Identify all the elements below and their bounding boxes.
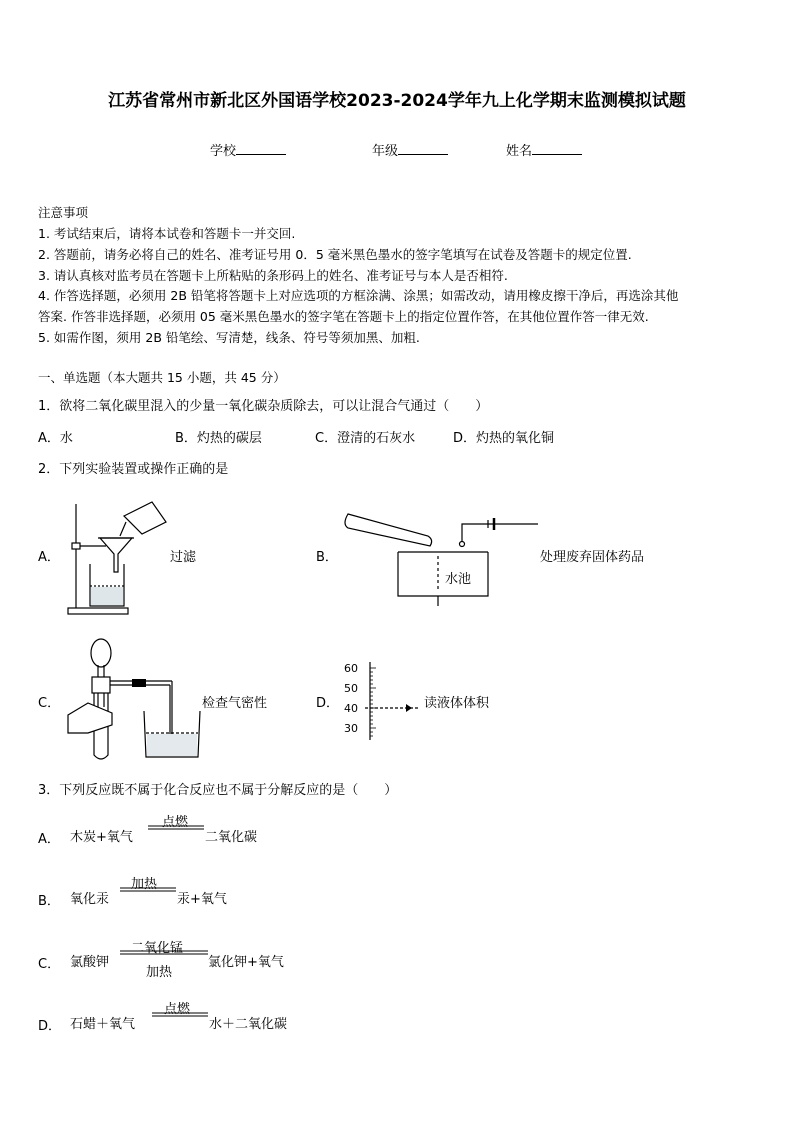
grade-field[interactable] — [372, 140, 448, 159]
q2-option-c-letter[interactable]: C． — [38, 696, 61, 711]
cylinder-tick-marks — [370, 668, 376, 736]
name-label: 姓名 — [506, 144, 533, 159]
q3-option-a-letter[interactable]: A． — [38, 832, 60, 847]
reaction-arrow-icon — [118, 947, 210, 957]
notice-item: 答案. 作答非选择题，必须用 05 毫米黑色墨水的签字笔在答题卡上的指定位置作答，在其他位置作答一律无效. — [38, 309, 649, 325]
section-heading: 一、单选题（本大题共 15 小题，共 45 分） — [38, 370, 286, 385]
q3-a-condition: 点燃 — [162, 815, 189, 830]
q3-b-condition: 加热 — [131, 877, 158, 892]
test-tube-sink-illustration — [338, 506, 543, 606]
notice-item: 4. 作答选择题，必须用 2B 铅笔将答题卡上对应选项的方框涂满、涂黑；如需改动，请用橡皮擦干净后，再选涂其他 — [38, 288, 679, 304]
q2-option-d-label: 读液体体积 — [424, 696, 490, 711]
q3-a-products: 二氧化碳 — [205, 830, 258, 845]
question-2-stem: 2．下列实验装置或操作正确的是 — [38, 462, 229, 477]
grade-label: 年级 — [372, 144, 399, 159]
eye-icon — [406, 704, 412, 712]
q2-option-b-label: 处理废弃固体药品 — [540, 550, 645, 565]
q3-b-reactants: 氧化汞 — [70, 892, 110, 907]
graduated-cylinder-illustration — [362, 660, 422, 742]
reaction-arrow-icon — [118, 884, 178, 894]
cylinder-tick-40: 40 — [344, 702, 358, 715]
filtration-apparatus-illustration — [66, 498, 176, 616]
q1-option-a[interactable]: A．水 — [38, 431, 73, 446]
grade-blank[interactable] — [398, 142, 448, 155]
reaction-arrow-icon — [150, 1009, 210, 1019]
notice-item: 3. 请认真核对监考员在答题卡上所粘贴的条形码上的姓名、准考证号与本人是否相符. — [38, 267, 508, 283]
q1-option-b[interactable]: B．灼热的碳层 — [175, 431, 262, 446]
q3-c-condition-heat: 加热 — [146, 965, 173, 980]
q3-b-products: 汞+氧气 — [177, 892, 227, 907]
q2-option-a-label: 过滤 — [170, 550, 197, 565]
q3-d-condition: 点燃 — [164, 1002, 191, 1017]
q3-c-products: 氯化钾+氧气 — [208, 955, 284, 970]
q3-a-reactants: 木炭+氧气 — [70, 830, 133, 845]
name-blank[interactable] — [532, 142, 582, 155]
sink-label: 水池 — [445, 572, 472, 587]
q1-option-d[interactable]: D．灼热的氧化铜 — [453, 431, 555, 446]
q3-option-c-letter[interactable]: C． — [38, 957, 61, 972]
q3-c-reactants: 氯酸钾 — [70, 955, 110, 970]
q3-c-condition-catalyst: 二氧化锰 — [131, 941, 184, 956]
question-1-stem: 1．欲将二氧化碳里混入的少量一氧化碳杂质除去，可以让混合气通过（ ） — [38, 399, 489, 414]
q3-option-d-letter[interactable]: D． — [38, 1019, 62, 1034]
notice-item: 1. 考试结束后，请将本试卷和答题卡一并交回. — [38, 226, 296, 241]
school-label: 学校 — [210, 144, 237, 159]
q2-option-c-label: 检查气密性 — [202, 696, 268, 711]
q2-option-a-letter[interactable]: A． — [38, 550, 60, 565]
q2-option-d-letter[interactable]: D． — [316, 696, 340, 711]
question-3-stem: 3．下列反应既不属于化合反应也不属于分解反应的是（ ） — [38, 783, 398, 798]
name-field[interactable] — [506, 140, 582, 159]
airtightness-check-illustration — [66, 633, 196, 763]
q1-option-c[interactable]: C．澄清的石灰水 — [315, 431, 416, 446]
cylinder-tick-60: 60 — [344, 662, 358, 675]
q3-d-products: 水＋二氧化碳 — [209, 1017, 288, 1032]
notice-item: 5. 如需作图，须用 2B 铅笔绘、写清楚，线条、符号等须加黑、加粗. — [38, 329, 420, 345]
q2-option-b-letter[interactable]: B． — [316, 550, 338, 565]
notice-list — [38, 224, 678, 349]
cylinder-tick-50: 50 — [344, 682, 358, 695]
reaction-arrow-icon — [146, 822, 206, 832]
notice-heading: 注意事项 — [38, 205, 89, 220]
page-title: 江苏省常州市新北区外国语学校2023-2024学年九上化学期末监测模拟试题 — [108, 91, 686, 111]
school-field[interactable] — [210, 140, 286, 159]
cylinder-tick-30: 30 — [344, 722, 358, 735]
school-blank[interactable] — [236, 142, 286, 155]
q3-option-b-letter[interactable]: B． — [38, 894, 60, 909]
q3-d-reactants: 石蜡＋氧气 — [70, 1017, 136, 1032]
notice-item: 2. 答题前，请务必将自己的姓名、准考证号用 0．5 毫米黑色墨水的签字笔填写在试卷及答题卡的规定位置. — [38, 246, 632, 262]
